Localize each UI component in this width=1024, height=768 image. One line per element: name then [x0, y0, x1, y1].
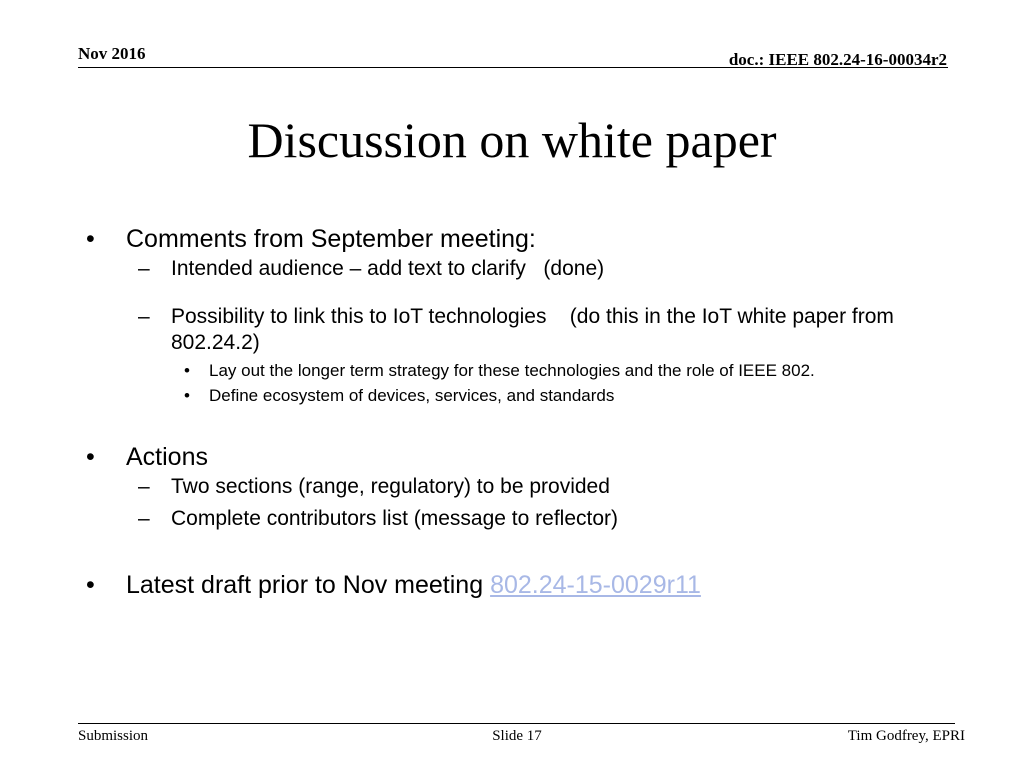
dash-icon: – — [138, 257, 150, 280]
dash-icon: – — [138, 475, 150, 498]
bullet-icon: • — [86, 571, 95, 599]
dash-icon: – — [138, 507, 150, 530]
slide-title: Discussion on white paper — [247, 112, 777, 168]
header-doc-id: doc.: IEEE 802.24-16-00034r2 — [728, 50, 947, 69]
sub-bullet-text: Two sections (range, regulatory) to be provided — [171, 475, 610, 498]
sub-bullet-text: Intended audience – add text to clarify (done) — [171, 257, 605, 280]
slide-body — [86, 222, 936, 602]
sub-bullet-audience — [86, 256, 936, 282]
header-date: Nov 2016 — [78, 44, 146, 63]
bullet-latest-draft — [86, 568, 936, 602]
bullet-icon: • — [86, 225, 95, 253]
sub-sub-bullet-ecosystem — [86, 385, 936, 406]
footer-submission: Submission — [78, 728, 149, 744]
footer-slide-number: Slide 17 — [492, 728, 542, 744]
sub-bullet-iot — [86, 304, 936, 356]
dash-icon: – — [138, 305, 150, 328]
bullet-icon: • — [184, 386, 190, 405]
sub-bullet-text: Possibility to link this to IoT technologies (do this in the IoT white paper from 802.24.2) — [171, 305, 900, 354]
bullet-text: Actions — [126, 443, 208, 471]
footer-author: Tim Godfrey, EPRI — [847, 728, 965, 744]
bullet-text: Latest draft prior to Nov meeting — [126, 571, 484, 599]
bullet-text: Comments from September meeting: — [126, 225, 536, 253]
footer-divider — [78, 723, 955, 724]
bullet-comments — [86, 222, 936, 256]
sub-sub-bullet-strategy — [86, 360, 936, 381]
sub-sub-bullet-text: Lay out the longer term strategy for these technologies and the role of IEEE 802. — [209, 361, 815, 380]
sub-sub-bullet-text: Define ecosystem of devices, services, and standards — [209, 386, 615, 405]
sub-bullet-text: Complete contributors list (message to reflector) — [171, 507, 618, 530]
draft-link[interactable]: 802.24-15-0029r11 — [490, 571, 701, 599]
header-divider — [78, 67, 948, 68]
sub-bullet-contributors — [86, 506, 936, 532]
bullet-actions — [86, 440, 936, 474]
bullet-icon: • — [86, 443, 95, 471]
sub-bullet-sections — [86, 474, 936, 500]
bullet-icon: • — [184, 361, 190, 380]
